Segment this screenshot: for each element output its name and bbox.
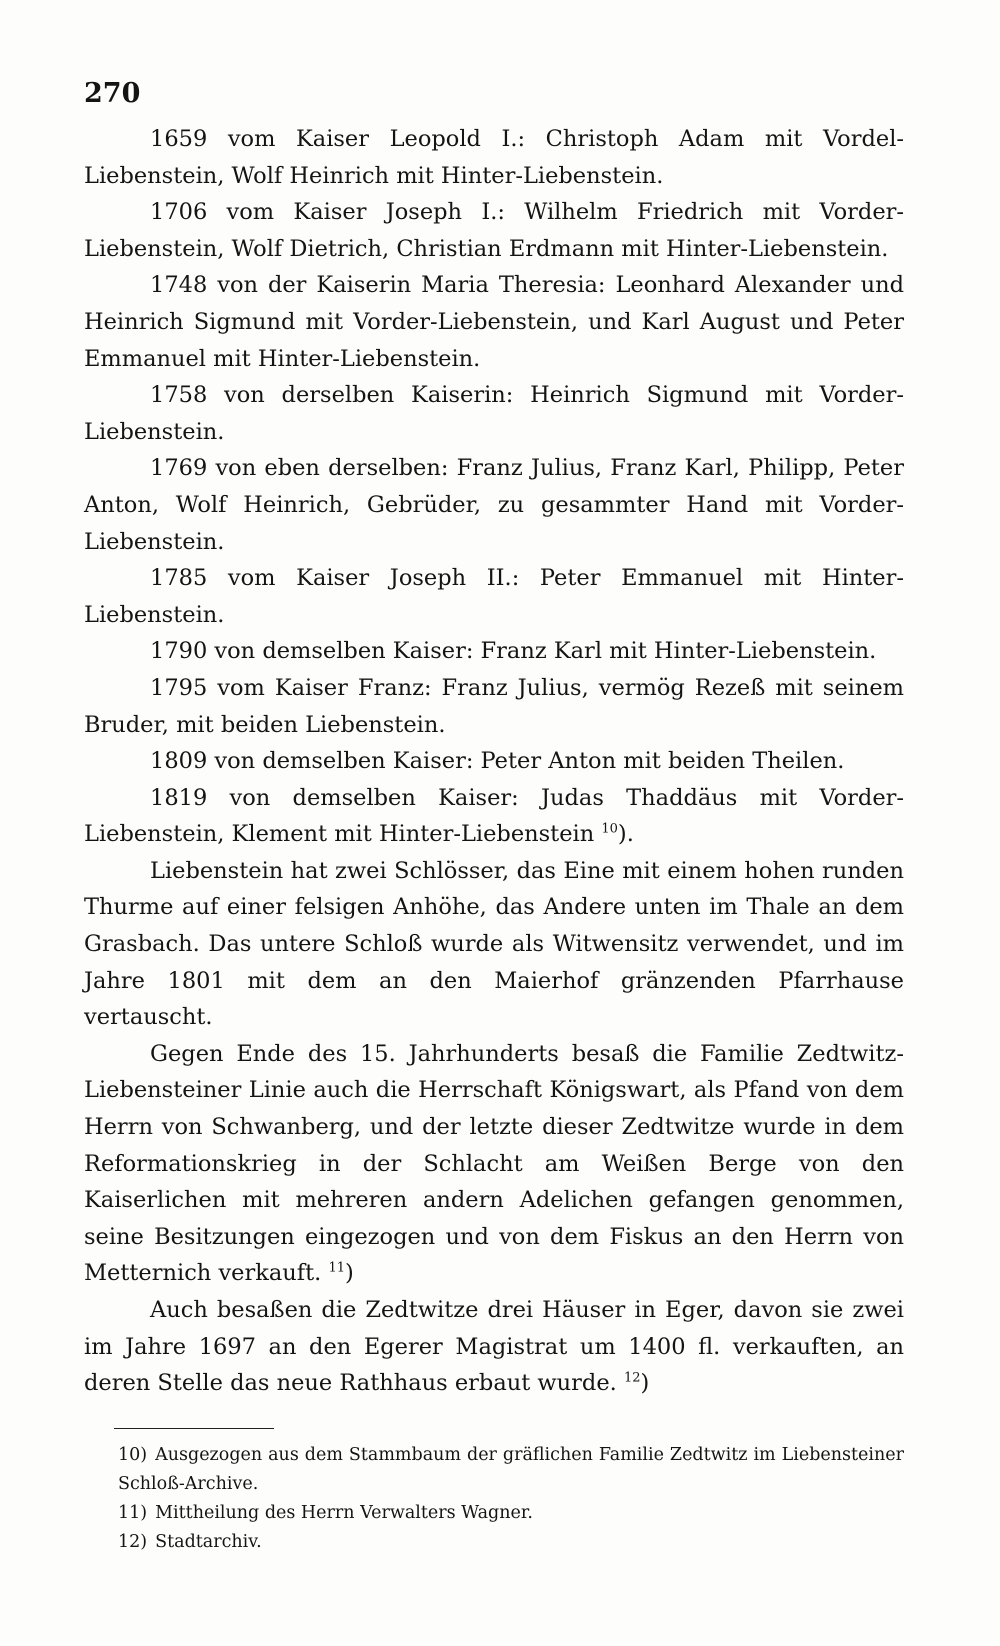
footnote-number: 12) [118,1531,148,1552]
paragraph-1659: 1659 vom Kaiser Leopold I.: Christoph Adam mit Vordel-Liebenstein, Wolf Heinrich mit Hinter-Liebenstein. [84,126,904,189]
footnote-text: Mittheilung des Herrn Verwalters Wagner. [155,1502,533,1523]
body-text [84,121,904,1402]
footnote-text: Stadtarchiv. [155,1531,262,1552]
paragraph-1706: 1706 vom Kaiser Joseph I.: Wilhelm Friedrich mit Vorder-Liebenstein, Wolf Dietrich, Christian Erdmann mit Hinter-Liebenstein. [84,199,904,262]
footnote-12 [118,1528,904,1557]
paragraph-1819 [84,780,904,853]
footnote-marker-11-close: ) [345,1260,354,1287]
footnote-marker-12-close: ) [640,1370,650,1397]
footnote-number: 10) [118,1444,148,1465]
paragraph-1748: 1748 von der Kaiserin Maria Theresia: Leonhard Alexander und Heinrich Sigmund mit Vorder-Liebenstein, und Karl August und Peter Emmanuel mit Hinter-Liebenstein. [84,272,904,372]
page-number: 270 [84,78,141,109]
footnotes [84,1441,904,1557]
footnote-number: 11) [118,1502,148,1523]
paragraph-1819-text: 1819 von demselben Kaiser: Judas Thaddäus mit Vorder-Liebenstein, Klement mit Hinter-Liebenstein [84,784,904,848]
paragraph-1769: 1769 von eben derselben: Franz Julius, Franz Karl, Philipp, Peter Anton, Wolf Heinrich, Gebrüder, zu gesammter Hand mit Vorder-Liebenstein. [84,455,904,555]
footnote-divider [114,1428,274,1429]
paragraph-1795: 1795 vom Kaiser Franz: Franz Julius, vermög Rezeß mit seinem Bruder, mit beiden Liebenstein. [84,674,904,738]
footnote-marker-10-close: ). [617,821,634,848]
paragraph-eger-houses-text: Auch besaßen die Zedtwitze drei Häuser in Eger, davon sie zwei im Jahre 1697 an den Egerer Magistrat um 1400 fl. verkauften, an deren Stelle das neue Rathhaus erbaut wurde. [84,1297,904,1397]
footnote-10 [118,1441,904,1499]
paragraph-koenigswart [84,1036,904,1292]
footnote-text: Ausgezogen aus dem Stammbaum der gräflichen Familie Zedtwitz im Liebensteiner Schloß-Archive. [118,1444,904,1494]
paragraph-castles: Liebenstein hat zwei Schlösser, das Eine mit einem hohen runden Thurme auf einer felsigen Anhöhe, das Andere unten im Thale an dem Grasbach. Das untere Schloß wurde als Witwensitz verwendet, und im Jahre 1801 mit dem an den Maierhof gränzenden Pfarrhause vertauscht. [84,857,904,1031]
footnote-11 [118,1499,904,1528]
paragraph-koenigswart-text: Gegen Ende des 15. Jahrhunderts besaß die Familie Zedtwitz-Liebensteiner Linie auch die Herrschaft Königswart, als Pfand von dem Herrn von Schwanberg, und der letzte dieser Zedtwitze wurde in dem Reformationskrieg in der Schlacht am Weißen Berge von den Kaiserlichen mit mehreren andern Adelichen gefangen genommen, seine Besitzungen eingezogen und von dem Fiskus an den Herrn von Metternich verkauft. [84,1040,904,1287]
paragraph-1785: 1785 vom Kaiser Joseph II.: Peter Emmanuel mit Hinter-Liebenstein. [84,565,904,628]
paragraph-1809: 1809 von demselben Kaiser: Peter Anton mit beiden Theilen. [150,748,845,775]
footnote-marker-12: 12 [623,1370,641,1386]
paragraph-1758: 1758 von derselben Kaiserin: Heinrich Sigmund mit Vorder-Liebenstein. [84,382,904,445]
footnote-marker-11: 11 [328,1260,345,1276]
footnote-marker-10: 10 [601,821,618,837]
paragraph-eger-houses [84,1292,904,1402]
paragraph-1790: 1790 von demselben Kaiser: Franz Karl mit Hinter-Liebenstein. [150,638,877,665]
